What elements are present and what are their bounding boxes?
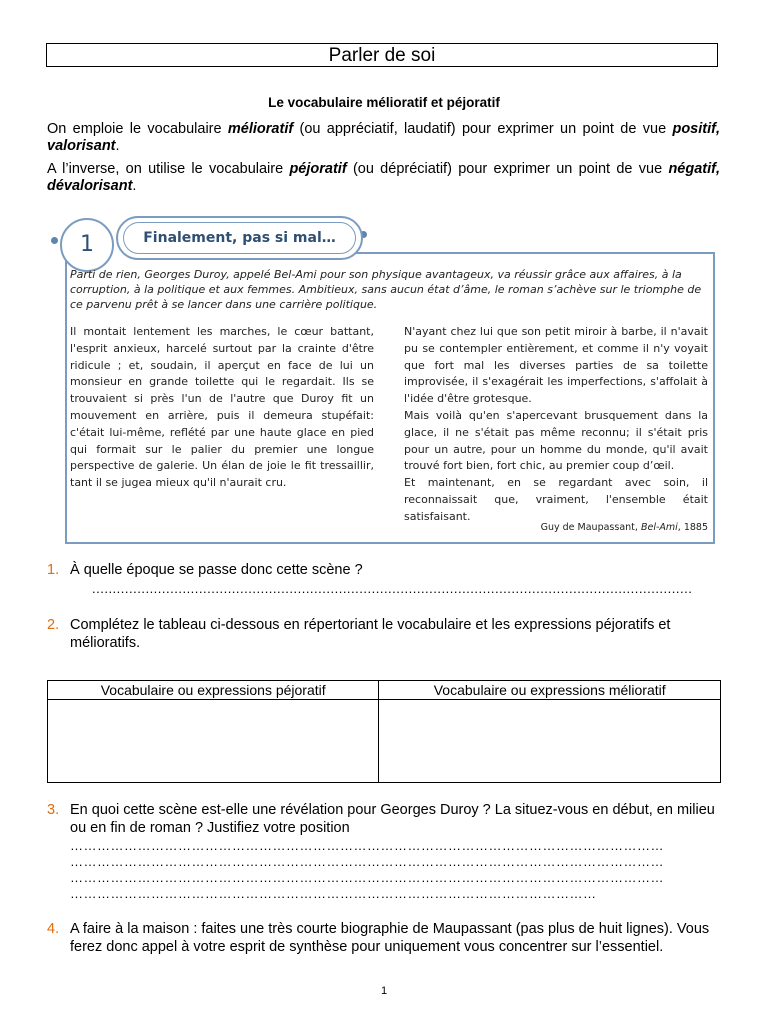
- answer-line[interactable]: ..................................................................................................................................................: [92, 581, 693, 596]
- excerpt-intro: Parti de rien, Georges Duroy, appelé Bel-Ami pour son physique avantageux, va réussir grâce aux affaires, à la corruption, à la politique et aux femmes. Ambitieux, sans aucun état d’âme, le roman s’achève sur le triomphe de ce parvenu prêt à se lancer dans une carrière politique.: [70, 268, 702, 311]
- question-number: 4.: [47, 921, 60, 937]
- question-number: 2.: [47, 617, 60, 633]
- question-text: En quoi cette scène est-elle une révélation pour Georges Duroy ? La situez-vous en début, en milieu ou en fin de roman ? Justifiez votre position: [70, 802, 715, 836]
- excerpt-heading: Finalement, pas si mal…: [123, 222, 356, 254]
- vocabulary-table: [47, 680, 721, 783]
- excerpt-paragraph: Il montait lentement les marches, le cœur battant, l'esprit anxieux, harcelé surtout par la crainte d'être ridicule ; et, soudain, il aperçut en face de lui un monsieur en grande toilette qui le regardait. Ils se trouvaient si près l'un de l'autre que Duroy fit un mouvement en arrière, puis il demeura stupéfait: c'était lui-même, reflété par une haute glace en pied qui formait sur le palier du premier une longue perspective de galerie. Un élan de joie le fit tressaillir, tant il se jugea mieux qu'il n'aurait cru.: [70, 325, 374, 490]
- decor-dot-icon: [51, 237, 58, 244]
- page-number: 1: [380, 985, 388, 997]
- excerpt-paragraph: Et maintenant, en se regardant avec soin, il reconnaissait que, vraiment, l'ensemble était satisfaisant.: [404, 476, 708, 523]
- answer-line[interactable]: ……………………………………………………………………………………………………………………: [70, 870, 664, 885]
- question-text: Complétez le tableau ci-dessous en répertoriant le vocabulaire et les expressions péjoratifs et mélioratifs.: [70, 617, 671, 651]
- question-number: 3.: [47, 802, 60, 818]
- question-2: [47, 616, 720, 652]
- excerpt-top-border: [353, 252, 715, 254]
- table-cell-meliorative[interactable]: [379, 700, 721, 783]
- answer-line[interactable]: ……………………………………………………………………………………………………………………: [70, 838, 664, 853]
- excerpt-paragraph: Mais voilà qu'en s'apercevant brusquement dans la glace, il ne s'était pas même reconnu; il s'était pris pour un autre, pour un homme du monde, qu'il avait trouvé fort bien, fort chic, au premier coup d’œil.: [404, 408, 708, 473]
- excerpt-column-left: [70, 324, 374, 492]
- table-cell-pejorative[interactable]: [48, 700, 379, 783]
- answer-line[interactable]: ……………………………………………………………………………………………………………………: [70, 854, 664, 869]
- answer-line[interactable]: ………………………………………………………………………………………………………: [70, 886, 597, 901]
- definition-pejorative: A l’inverse, on utilise le vocabulaire péjoratif (ou dépréciatif) pour exprimer un point de vue négatif, dévalorisant.: [47, 161, 720, 194]
- question-1: [47, 561, 720, 579]
- page-title: Parler de soi: [46, 43, 718, 67]
- excerpt-heading-pill: [116, 216, 363, 260]
- excerpt-paragraph: N'ayant chez lui que son petit miroir à barbe, il n'avait pu se contempler entièrement, et comme il n'y voyait que fort mal les diverses parties de sa toilette improvisée, il s'exagérait les imperfections, s'affolait à l'idée d'être grotesque.: [404, 325, 708, 406]
- excerpt-number-badge: 1: [60, 218, 114, 272]
- section-subtitle: Le vocabulaire mélioratif et péjoratif: [268, 95, 500, 110]
- question-number: 1.: [47, 562, 60, 578]
- question-3: [47, 801, 720, 837]
- excerpt-column-right: [404, 324, 708, 526]
- table-header-meliorative: Vocabulaire ou expressions mélioratif: [379, 681, 721, 700]
- table-header-pejorative: Vocabulaire ou expressions péjoratif: [48, 681, 379, 700]
- question-4: [47, 920, 720, 956]
- question-text: A faire à la maison : faites une très courte biographie de Maupassant (pas plus de huit lignes). Vous ferez donc appel à votre esprit de synthèse pour uniquement vous concentrer sur l’essentiel.: [70, 921, 710, 955]
- question-text: À quelle époque se passe donc cette scène ?: [70, 562, 363, 578]
- excerpt-box: [48, 210, 720, 550]
- excerpt-citation: Guy de Maupassant, Bel-Ami, 1885: [540, 522, 708, 533]
- definition-meliorative: On emploie le vocabulaire mélioratif (ou appréciatif, laudatif) pour exprimer un point de vue positif, valorisant.: [47, 121, 720, 154]
